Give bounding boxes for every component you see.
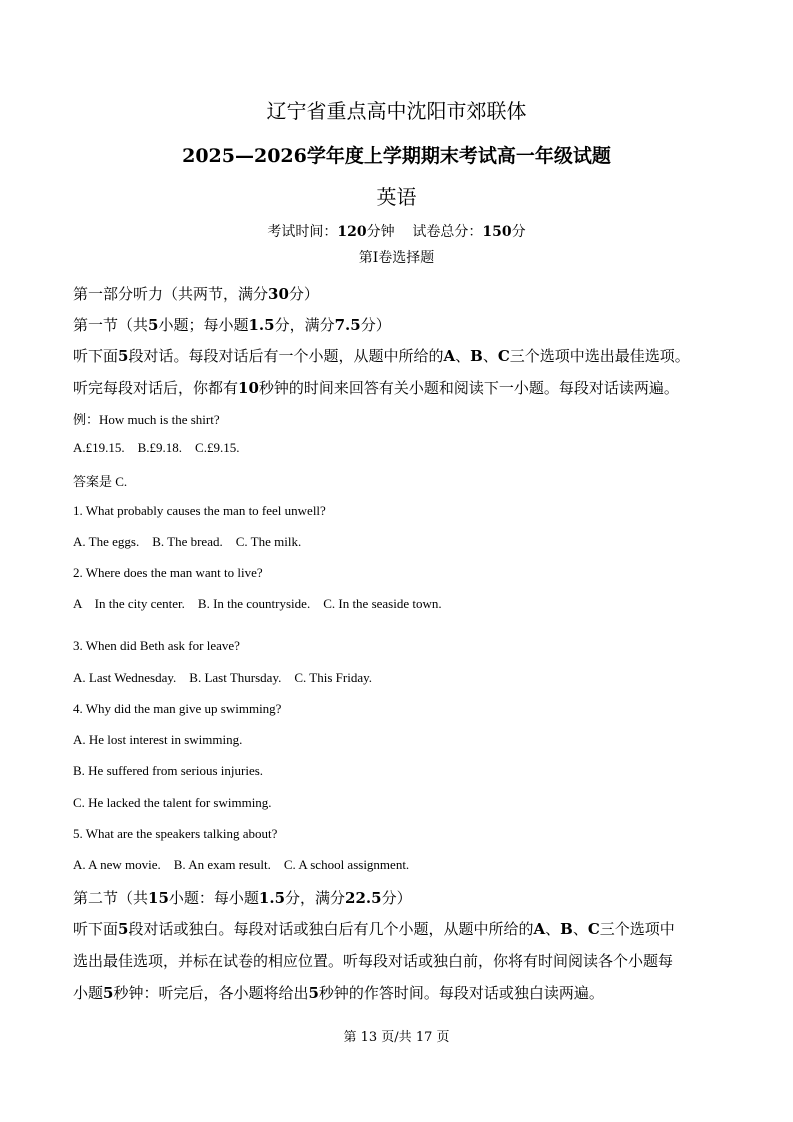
question-4-option-b: B. He suffered from serious injuries. [73, 763, 264, 778]
subject-title: 英语 [376, 185, 417, 209]
s1-h-e: 分，满分 [274, 316, 335, 334]
example-text: How much is the shirt? [99, 412, 220, 427]
exam-time-value: 120 [337, 224, 367, 240]
s2-i3-c: 秒钟：听完后，各小题将给出 [113, 984, 309, 1002]
s2-i3-e: 秒钟的作答时间。每段对话或独白读两遍。 [318, 984, 604, 1002]
exam-time-unit: 分钟 [366, 224, 395, 240]
question-5-options: A. A new movie. B. An exam result. C. A school assignment. [73, 857, 410, 872]
part1-heading [73, 283, 319, 304]
s2-i1-f: B [560, 920, 573, 938]
section1-instruction-2 [73, 377, 679, 398]
question-5: 5. What are the speakers talking about? [73, 826, 278, 841]
title-line1: 辽宁省重点高中沈阳市郊联体 [266, 99, 527, 123]
question-4-option-c: C. He lacked the talent for swimming. [73, 795, 272, 810]
question-3-options: A. Last Wednesday. B. Last Thursday. C. This Friday. [73, 670, 373, 685]
s2-h-a: 第二节（共 [73, 889, 149, 907]
question-4: 4. Why did the man give up swimming? [73, 701, 282, 716]
title-rest: 学年度上学期期末考试高一年级试题 [306, 145, 611, 167]
s2-h-c: 小题：每小题 [168, 889, 259, 907]
section2-instruction-3 [73, 982, 604, 1003]
exam-meta [0, 221, 793, 241]
part1-score: 30 [268, 285, 289, 303]
s1-i1-g: 、 [482, 347, 498, 365]
s2-i3-a: 小题 [73, 984, 104, 1002]
example-answer [73, 471, 127, 490]
s1-h-a: 第一节（共 [73, 316, 149, 334]
title-line2 [0, 141, 793, 168]
s2-h-g: 分） [381, 889, 412, 907]
answer-label: 答案是 [73, 475, 113, 490]
title-years: 2025—2026 [182, 145, 307, 167]
s1-i1-b: 5 [118, 347, 129, 365]
s2-i1-g: 、 [572, 920, 588, 938]
s2-i3-b: 5 [103, 984, 114, 1002]
volume-title: 第Ⅰ卷选择题 [358, 250, 435, 266]
example-options: A.£19.15. B.£9.18. C.£9.15. [73, 440, 240, 455]
s2-i3-d: 5 [308, 984, 319, 1002]
part1-unit: 分） [288, 285, 319, 303]
s1-i2-a: 听完每段对话后，你都有 [73, 379, 239, 397]
s1-i1-a: 听下面 [73, 347, 119, 365]
page-footer: 第 13 页/共 17 页 [343, 1030, 450, 1045]
s1-i1-d: A [443, 347, 456, 365]
example-question [73, 409, 220, 428]
s1-i1-e: 、 [455, 347, 471, 365]
s1-i1-f: B [470, 347, 483, 365]
exam-score-unit: 分 [511, 224, 526, 240]
s2-h-e: 分，满分 [285, 889, 346, 907]
exam-time-label: 考试时间： [267, 224, 338, 240]
exam-score-value: 150 [482, 224, 512, 240]
s1-i2-b: 10 [238, 379, 259, 397]
example-label: 例： [73, 413, 100, 428]
s2-h-b: 15 [148, 889, 169, 907]
s1-i1-c: 段对话。每段对话后有一个小题，从题中所给的 [128, 347, 444, 365]
question-3: 3. When did Beth ask for leave? [73, 638, 240, 653]
s2-i1-i: 三个选项中 [599, 920, 675, 938]
s1-h-g: 分） [360, 316, 391, 334]
section2-instruction-2: 选出最佳选项，并标在试卷的相应位置。听每段对话或独白前，你将有时间阅读各个小题每 [73, 952, 674, 970]
s1-i1-h: C [497, 347, 510, 365]
s2-i1-e: 、 [545, 920, 561, 938]
question-1-options: A. The eggs. B. The bread. C. The milk. [73, 534, 302, 549]
s2-h-f: 22.5 [345, 889, 382, 907]
s1-h-f: 7.5 [334, 316, 361, 334]
s2-h-d: 1.5 [258, 889, 286, 907]
s1-i1-i: 三个选项中选出最佳选项。 [509, 347, 690, 365]
exam-score-label: 试卷总分： [412, 224, 483, 240]
question-4-option-a: A. He lost interest in swimming. [73, 732, 243, 747]
s2-i1-b: 5 [118, 920, 129, 938]
s2-i1-d: A [533, 920, 546, 938]
s1-h-b: 5 [148, 316, 159, 334]
s1-h-d: 1.5 [248, 316, 275, 334]
question-1: 1. What probably causes the man to feel unwell? [73, 503, 326, 518]
section2-heading [73, 887, 412, 908]
question-2-options: A In the city center. B. In the countryside. C. In the seaside town. [73, 596, 442, 611]
s1-i2-c: 秒钟的时间来回答有关小题和阅读下一小题。每段对话读两遍。 [258, 379, 679, 397]
s2-i1-c: 段对话或独白。每段对话或独白后有几个小题，从题中所给的 [128, 920, 534, 938]
s1-h-c: 小题；每小题 [158, 316, 249, 334]
s2-i1-a: 听下面 [73, 920, 119, 938]
part1-text: 第一部分听力（共两节，满分 [73, 285, 269, 303]
s2-i1-h: C [587, 920, 600, 938]
section1-heading [73, 314, 391, 335]
section1-instruction-1 [73, 345, 690, 366]
section2-instruction-1 [73, 918, 675, 939]
question-2: 2. Where does the man want to live? [73, 565, 263, 580]
answer-value: C. [112, 474, 128, 489]
